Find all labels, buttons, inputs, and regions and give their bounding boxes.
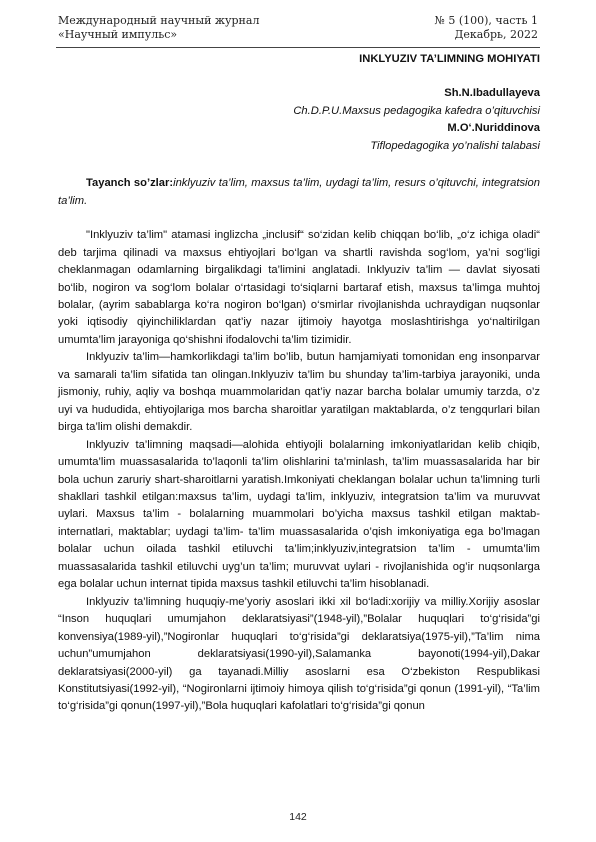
article-body [58, 51, 540, 716]
issue-date: Декабрь, 2022 [454, 28, 538, 41]
journal-title: «Научный импульс» [58, 28, 178, 41]
running-head-row-1 [58, 14, 538, 28]
running-head [58, 14, 538, 42]
page-number: 142 [289, 811, 307, 823]
paragraph-1: "Inklyuziv ta’lim" atamasi inglizcha „inclusif“ so‘zidan kelib chiqqan bo‘lib, „o‘z ichiga oladi“ deb tarjima qilinadi va maxsus ehtiyojlari bo‘lgan va shartli ravishda sog‘lom, ya’ni sog‘ligi cheklanmagan odamlarning birgalikdagi ta’limini anglatadi. Inklyuziv ta’lim — davlat siyosati bo‘lib, nogiron va sog‘lom bolalar o‘rtasidagi to‘siqlarni bartaraf etish, maxsus ta’limga muhtoj bolalar, (ayrim sabablarga ko‘ra nogiron bo‘lgan) o‘smirlar rivojlanishda uchraydigan nuqsonlar yoki iqtisodiy qiyinchiliklardan qat’iy nazar ijtimoiy hayotga moslashtirishga yo‘naltirilgan umumta’lim jarayoniga qo‘shishni ifodalovchi ta’lim tizimidir. [58, 229, 540, 346]
keywords [58, 175, 540, 210]
keywords-text: inklyuziv ta’lim, maxsus ta’lim, uydagi ta’lim, resurs o’qituvchi, integratsion ta’lim. [58, 177, 540, 207]
journal-name: Международный научный журнал [58, 14, 260, 27]
author-name-1: Sh.N.Ibadullayeva [444, 87, 540, 100]
running-head-row-2 [58, 28, 538, 42]
header-divider [56, 47, 540, 48]
keywords-label: Tayanch so’zlar: [86, 177, 174, 190]
author-name-2: M.O‘.Nuriddinova [447, 122, 540, 135]
author-affiliation-1: Ch.D.P.U.Maxsus pedagogika kafedra o’qituvchisi [293, 104, 540, 117]
paragraph-4: Inklyuziv ta’limning huquqiy-me’yoriy asoslari ikki xil bo‘ladi:xorijiy va milliy.Xorijiy asoslar “Inson huquqlari umumjahon deklaratsiyasi”(1948-yil),”Bolalar huquqlari to‘g‘risida”gi konvensiya(1989-yil),”Nogironlar huquqlari to‘g‘risida”gi deklaratsiya(1975-yil),”Ta’lim nima uchun”umumjahon deklaratsiyasi(1990-yil),Salamanka bayonoti(1994-yil),Dakar deklaratsiyasi(2000-yil) ga tayanadi.Milliy asoslarni esa O‘zbekiston Respublikasi Konstitutsiyasi(1992-yil), “Nogironlarni ijtimoiy himoya qilish to‘g‘risida”gi qonun (1991-yil), “Ta’lim to‘g‘risida”gi qonun(1997-yil),”Bola huquqlari kafolatlari to‘g‘risida”gi qonun [58, 595, 540, 713]
author-affiliation-2: Tiflopedagogika yo’nalishi talabasi [370, 139, 540, 152]
paragraph-2: Inklyuziv ta’lim—hamkorlikdagi ta’lim bo’lib, butun hamjamiyati tomonidan eng insonparvar va samarali ta’lim sifatida tan olingan.Inklyuziv ta’lim bu shunday ta’lim-tarbiya jarayoniki, unda jismoniy, ruhiy, aqliy va boshqa muammolaridan qat’iy nazar barcha bolalar umumiy tarzda, o’z uyi va hududida, ehtiyojlariga mos barcha sharoitlar yaratilgan maktablarda, o’z tengqurlari bilan birga ta’lim olishi demakdir. [58, 351, 540, 434]
paragraph-3: Inklyuziv ta’limning maqsadi—alohida ehtiyojli bolalarning imkoniyatlaridan kelib chiqib, umumta’lim muassasalarida to’laqonli ta’lim olishlarini ta’minlash, ta’lim muassasalarida har bir bola uchun zaruriy shart-sharoitlarni yaratish.Imkoniyati cheklangan bolalar uchun ta’limning turli shakllari tashkil etilgan:maxsus ta’lim, uydagi ta’lim, inklyuziv, integratsion ta’lim va muruvvat uylari. Maxsus ta’lim - bolalarning muammolari bo’yicha maxsus tashkil etilgan maktab-internatlari, maktablar; uydagi ta’lim- ta’lim muassasalarida o’qish imkoniyatiga ega bo’lmagan bolalar uchun oilada tashkil etiluvchi ta’lim;inklyuziv,integratsion ta’lim - umumta’lim muassasalarida tashkil etiluvchi uyg’un ta’lim; muruvvat uylari - rivojlanishida og’ir nuqsonlarga ega bolalar uchun internat tipida maxsus tashkil etiluvchi ta’lim hisoblanadi. [58, 438, 540, 591]
issue-number: № 5 (100), часть 1 [434, 14, 538, 27]
article-title: INKLYUZIV TA’LIMNING MOHIYATI [359, 53, 540, 65]
